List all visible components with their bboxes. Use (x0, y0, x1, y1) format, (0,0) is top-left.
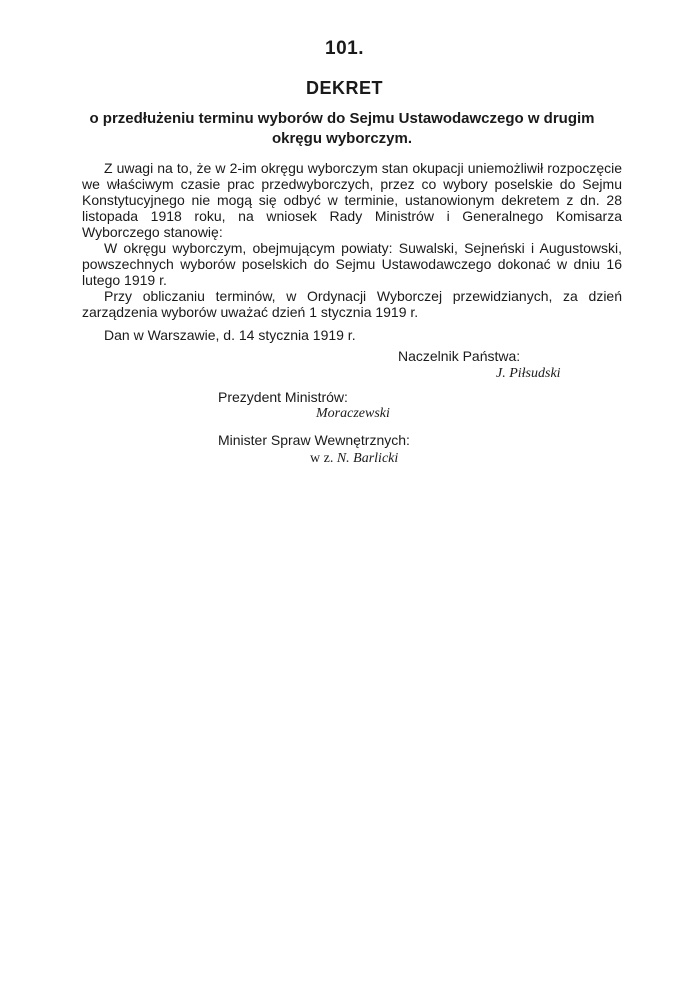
prime-minister-name: Moraczewski (316, 406, 390, 421)
paragraph-deadline-calculation: Przy obliczaniu terminów, w Ordynacji Wyborczej przewidzianych, za dzień zarządzenia wyborów uważać dzień 1 stycznia 1919 r. (82, 288, 622, 320)
interior-minister-prefix: w z. (310, 451, 334, 466)
decree-body (82, 160, 622, 320)
interior-minister-name: N. Barlicki (336, 451, 399, 466)
decree-title: DEKRET (305, 78, 383, 98)
date-place-line: Dan w Warszawie, d. 14 stycznia 1919 r. (104, 327, 356, 343)
prime-minister-title: Prezydent Ministrów: (218, 389, 348, 405)
interior-minister-title: Minister Spraw Wewnętrznych: (218, 432, 410, 448)
head-of-state-name: J. Piłsudski (496, 366, 561, 381)
interior-minister-signature (310, 451, 398, 467)
head-of-state-title: Naczelnik Państwa: (398, 348, 521, 364)
page-number: 101. (325, 38, 364, 59)
paragraph-election-date: W okręgu wyborczym, obejmującym powiaty: Suwalski, Sejneński i Augustowski, powszechnych wyborów poselskich do Sejmu Ustawodawczego dokonać w dniu 16 lutego 1919 r. (82, 240, 622, 288)
decree-subtitle: o przedłużeniu terminu wyborów do Sejmu Ustawodawczego w drugim okręgu wyborczym. (89, 110, 595, 147)
paragraph-occupation: Z uwagi na to, że w 2-im okręgu wyborczym stan okupacji uniemożliwił rozpoczęcie we właściwym czasie prac przedwyborczych, przez co wybory poselskie do Sejmu Konstytucyjnego nie mogą się odbyć w terminie, ustanowionym dekretem z dn. 28 listopada 1918 roku, na wniosek Rady Ministrów i Generalnego Komisarza Wyborczego stanowię: (82, 160, 622, 240)
